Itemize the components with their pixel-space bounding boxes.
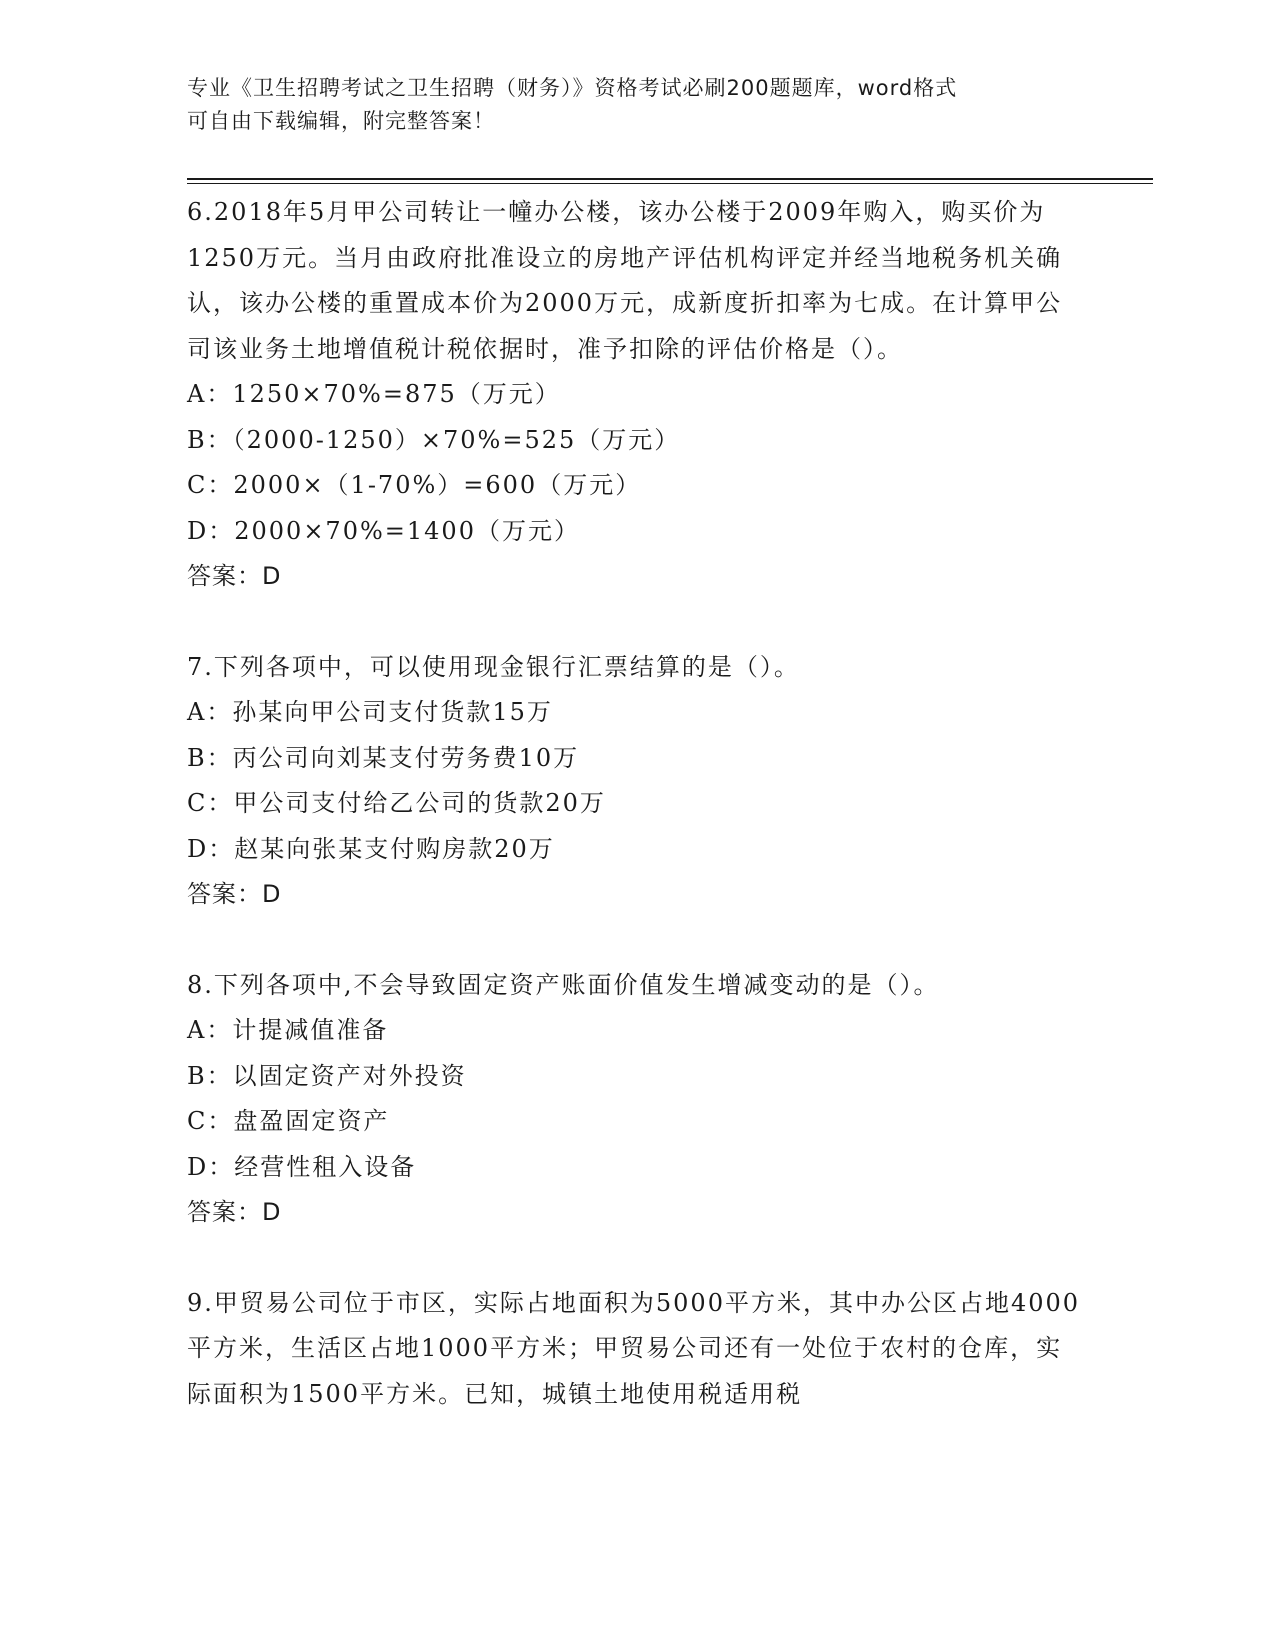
question-text: 6.2018年5月甲公司转让一幢办公楼，该办公楼于2009年购入，购买价为1250万元。当月由政府批准设立的房地产评估机构评定并经当地税务机关确认，该办公楼的重置成本价为2000万元，成新度折扣率为七成。在计算甲公司该业务土地增值税计税依据时，准予扣除的评估价格是（）。 xyxy=(187,198,1063,363)
option-d: D：2000×70%=1400（万元） xyxy=(187,516,580,545)
option-a: A：孙某向甲公司支付货款15万 xyxy=(187,698,553,726)
header-line-2: 可自由下载编辑，附完整答案！ xyxy=(187,109,495,133)
header-divider-thin xyxy=(187,183,1153,184)
document-header xyxy=(187,72,1087,138)
answer: 答案：D xyxy=(187,562,282,590)
question-7 xyxy=(187,645,1087,918)
option-b: B：（2000-1250）×70%=525（万元） xyxy=(187,425,681,454)
option-a: A：计提减值准备 xyxy=(187,1016,389,1044)
question-text: 7.下列各项中，可以使用现金银行汇票结算的是（）。 xyxy=(187,652,800,681)
answer: 答案：D xyxy=(187,1198,282,1226)
option-c: C：盘盈固定资产 xyxy=(187,1107,390,1135)
question-8 xyxy=(187,963,1087,1236)
option-a: A：1250×70%=875（万元） xyxy=(187,380,561,408)
question-text: 9.甲贸易公司位于市区，实际占地面积为5000平方米，其中办公区占地4000平方米，生活区占地1000平方米；甲贸易公司还有一处位于农村的仓库，实际面积为1500平方米。已知，城镇土地使用税适用税 xyxy=(187,1288,1081,1408)
question-9 xyxy=(187,1281,1087,1418)
question-text: 8.下列各项中,不会导致固定资产账面价值发生增减变动的是（）。 xyxy=(187,970,940,999)
header-line-1: 专业《卫生招聘考试之卫生招聘（财务）》资格考试必刷200题题库，word格式 xyxy=(187,76,958,100)
option-d: D：赵某向张某支付购房款20万 xyxy=(187,834,555,863)
option-b: B：以固定资产对外投资 xyxy=(187,1061,467,1090)
question-6 xyxy=(187,190,1087,600)
option-c: C：甲公司支付给乙公司的货款20万 xyxy=(187,789,606,817)
option-c: C：2000×（1-70%）=600（万元） xyxy=(187,471,642,499)
option-b: B：丙公司向刘某支付劳务费10万 xyxy=(187,743,580,772)
question-list xyxy=(187,190,1087,1462)
header-divider-thick xyxy=(187,178,1153,180)
answer: 答案：D xyxy=(187,880,282,908)
option-d: D：经营性租入设备 xyxy=(187,1152,417,1181)
